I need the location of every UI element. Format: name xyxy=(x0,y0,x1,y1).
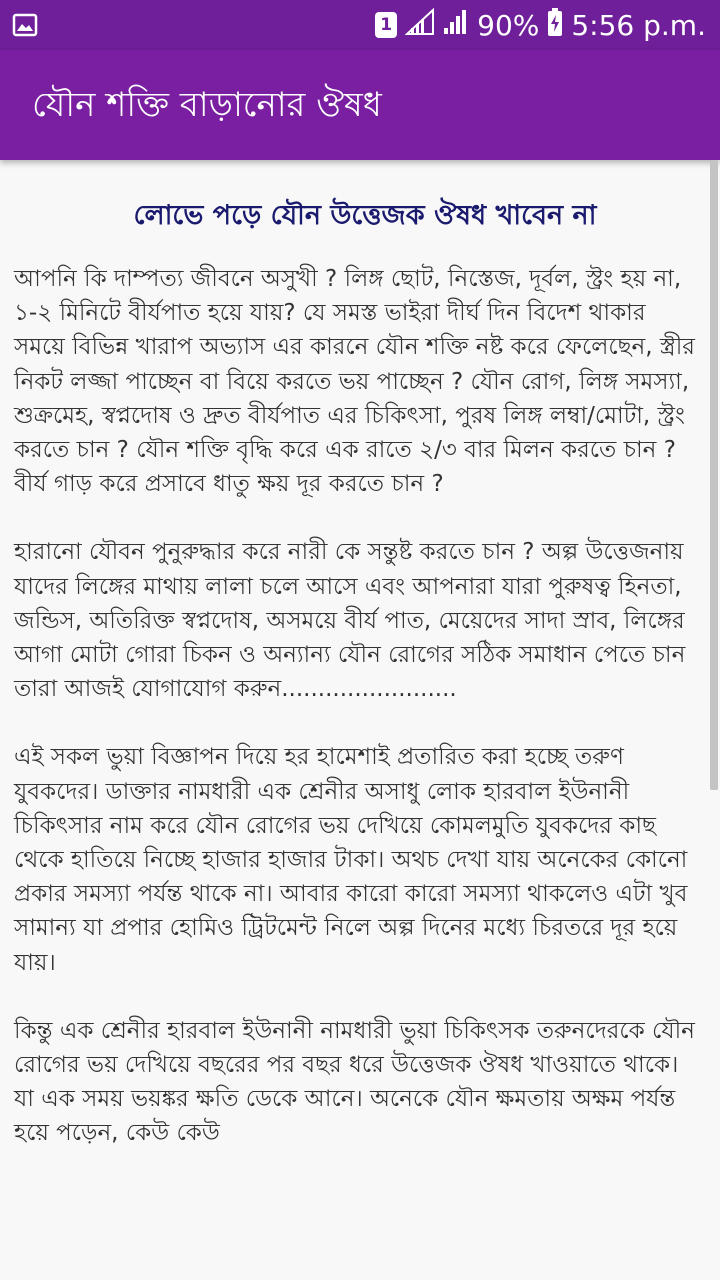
article-paragraph-4: কিন্তু এক শ্রেনীর হারবাল ইউনানী নামধারী ভুয়া চিকিৎসক তরুনদেরকে যৌন রোগের ভয় দেখিয়ে বছরের পর বছর ধরে উত্তেজক ঔষধ খাওয়াতে থাকে। যা এক সময় ভয়ঙ্কর ক্ষতি ডেকে আনে। অনেকে যৌন ক্ষমতায় অক্ষম পর্যন্ত হয়ে পড়েন, কেউ কেউ xyxy=(14,1017,695,1147)
clock: 5:56 p.m. xyxy=(571,8,706,42)
status-bar xyxy=(0,0,720,50)
article-paragraph-3: এই সকল ভুয়া বিজ্ঞাপন দিয়ে হর হামেশাই প্রতারিত করা হচ্ছে তরুণ যুবকদের। ডাক্তার নামধারী এক শ্রেনীর অসাধু লোক হারবাল ইউনানী চিকিৎসার নাম করে যৌন রোগের ভয় দেখিয়ে কোমলমুতি যুবকদের কাছ থেকে হাতিয়ে নিচ্ছে হাজার হাজার টাকা। অথচ দেখা যায় অনেকের কোনো প্রকার সমস্যা পর্যন্ত থাকে না। আবার কারো কারো সমস্যা থাকলেও এটা খুব সামান্য যা প্রপার হোমিও ট্রিটমেন্ট নিলে অল্প দিনের মধ্যে চিরতরে দূর হয়ে যায়। xyxy=(14,744,688,976)
battery-charging-icon xyxy=(547,7,563,44)
cell-signal-icon xyxy=(443,8,469,43)
app-title: যৌন শক্তি বাড়ানোর ঔষধ xyxy=(32,85,382,125)
article-content[interactable] xyxy=(0,160,708,1170)
app-bar xyxy=(0,50,720,160)
battery-percent: 90% xyxy=(477,8,540,42)
article-paragraph-2: হারানো যৌবন পুনুরুদ্ধার করে নারী কে সন্তুষ্ট করতে চান ? অল্প উত্তেজনায় যাদের লিঙ্গের মাথায় লালা চলে আসে এবং আপনারা যারা পুরুষত্ব হিনতা, জন্ডিস, অতিরিক্ত স্বপ্নদোষ, অসময়ে বীর্য পাত, মেয়েদের সাদা স্রাব, লিঙ্গের আগা মোটা গোরা চিকন ও অন্যান্য যৌন রোগের সঠিক সমাধান পেতে চান তারা আজই যোগাযোগ করুন........................ xyxy=(14,539,686,703)
article-paragraph-1: আপনি কি দাম্পত্য জীবনে অসুখী ? লিঙ্গ ছোট, নিস্তেজ, দূর্বল, স্ট্রং হয় না, ১-২ মিনিটে বীর্যপাত হয়ে যায়? যে সমস্ত ভাইরা দীর্ঘ দিন বিদেশ থাকার সময়ে বিভিন্ন খারাপ অভ্যাস এর কারনে যৌন শক্তি নষ্ট করে ফেলেছেন, স্ত্রীর নিকট লজ্জা পাচ্ছেন বা বিয়ে করতে ভয় পাচ্ছেন ? যৌন রোগ, লিঙ্গ সমস্যা, শুক্রমেহ, স্বপ্নদোষ ও দ্রুত বীর্যপাত এর চিকিৎসা, পুরষ লিঙ্গ লম্বা/মোটা, স্ট্রং করতে চান ? যৌন শক্তি বৃদ্ধি করে এক রাতে ২/৩ বার মিলন করতে চান ? বীর্য গাড় করে প্রসাবে ধাতু ক্ষয় দূর করতে চান ? xyxy=(14,266,695,498)
wifi-signal-icon xyxy=(405,8,435,43)
scrollbar[interactable] xyxy=(710,160,718,790)
article-heading: লোভে পড়ে যৌন উত্তেজক ঔষধ খাবেন না xyxy=(133,200,597,231)
sim-badge: 1 xyxy=(375,12,397,38)
gallery-notification-icon xyxy=(12,12,38,38)
